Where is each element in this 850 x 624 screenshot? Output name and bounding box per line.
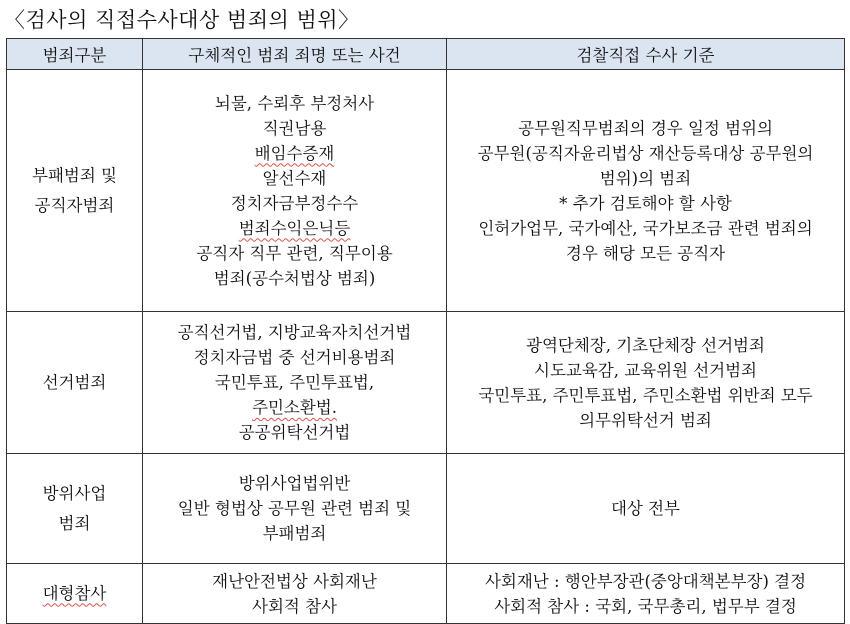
table-row <box>7 454 845 564</box>
crime-line: 사회적 참사 <box>252 596 337 616</box>
crime-line: 정치자금부정수수 <box>230 193 359 213</box>
criteria-cell <box>447 70 845 312</box>
crimes-cell <box>143 454 447 564</box>
crime-line: 공직선거법, 지방교육자치선거법 <box>177 323 412 342</box>
criteria-line: 국민투표, 주민투표법, 주민소환법 위반죄 모두 <box>478 385 813 405</box>
criteria-line: 사회적 참사 : 국회, 국무총리, 법무부 결정 <box>494 596 797 616</box>
criteria-line: 시도교육감, 교육위원 선거범죄 <box>534 360 757 380</box>
criteria-line: * 추가 검토해야 할 사항 <box>559 193 732 213</box>
crime-scope-table <box>6 38 845 624</box>
category-cell <box>7 564 143 624</box>
crime-line: 배임수증재 <box>254 143 335 163</box>
criteria-line: 경우 해당 모든 공직자 <box>565 243 726 263</box>
crimes-cell <box>143 70 447 312</box>
criteria-line: 인허가업무, 국가예산, 국가보조금 관련 범죄의 <box>478 218 813 238</box>
category-line: 선거범죄 <box>42 372 107 392</box>
crime-line: 정치자금법 중 선거비용범죄 <box>193 348 396 367</box>
crime-line: 일반 형법상 공무원 관련 범죄 및 <box>177 499 412 518</box>
crimes-cell <box>143 564 447 624</box>
criteria-line: 광역단체장, 기초단체장 선거범죄 <box>526 335 765 355</box>
category-line: 부패범죄 및 <box>32 165 117 185</box>
criteria-line: 범위)의 범죄 <box>599 168 692 188</box>
table-row <box>7 564 845 624</box>
category-line: 방위사업 <box>42 483 107 503</box>
crime-line: 공공위탁선거법 <box>238 423 351 442</box>
crime-line: 방위사업법위반 <box>238 474 351 493</box>
table-row <box>7 70 845 312</box>
criteria-line: 공무원(공직자윤리법상 재산등록대상 공무원의 <box>477 143 814 163</box>
category-cell <box>7 70 143 312</box>
crime-line: 국민투표, 주민투표법, <box>214 373 375 392</box>
category-cell <box>7 312 143 454</box>
criteria-cell <box>447 454 845 564</box>
criteria-line: 사회재난 : 행안부장관(중앙대책본부장) 결정 <box>484 571 807 591</box>
table-header-row <box>7 39 845 70</box>
criteria-line: 대상 전부 <box>610 499 680 518</box>
criteria-cell <box>447 564 845 624</box>
crime-line: 알선수재 <box>262 168 327 188</box>
table-row <box>7 312 845 454</box>
crime-line: 직권남용 <box>262 118 327 138</box>
crime-line: 주민소환법. <box>252 398 337 417</box>
crime-line: 범죄수익은닉등 <box>238 218 351 238</box>
crime-line: 재난안전법상 사회재난 <box>212 571 377 591</box>
criteria-line: 의무위탁선거 범죄 <box>579 410 712 430</box>
header-criteria: 검찰직접 수사 기준 <box>447 39 845 70</box>
category-line: 대형참사 <box>42 583 107 603</box>
category-line: 공직자범죄 <box>34 195 115 215</box>
crime-line: 부패범죄 <box>262 524 327 543</box>
crime-line: 공직자 직무 관련, 직무이용 <box>196 243 393 263</box>
criteria-line: 공무원직무범죄의 경우 일정 범위의 <box>518 118 773 138</box>
crimes-cell <box>143 312 447 454</box>
category-line: 범죄 <box>58 513 91 533</box>
crime-line: 범죄(공수처법상 범죄) <box>213 268 376 288</box>
document-title: 〈검사의 직접수사대상 범죄의 범위〉 <box>4 8 360 32</box>
header-crimes: 구체적인 범죄 죄명 또는 사건 <box>143 39 447 70</box>
crime-line: 뇌물, 수뢰후 부정처사 <box>214 93 375 113</box>
category-cell <box>7 454 143 564</box>
criteria-cell <box>447 312 845 454</box>
header-category: 범죄구분 <box>7 39 143 70</box>
